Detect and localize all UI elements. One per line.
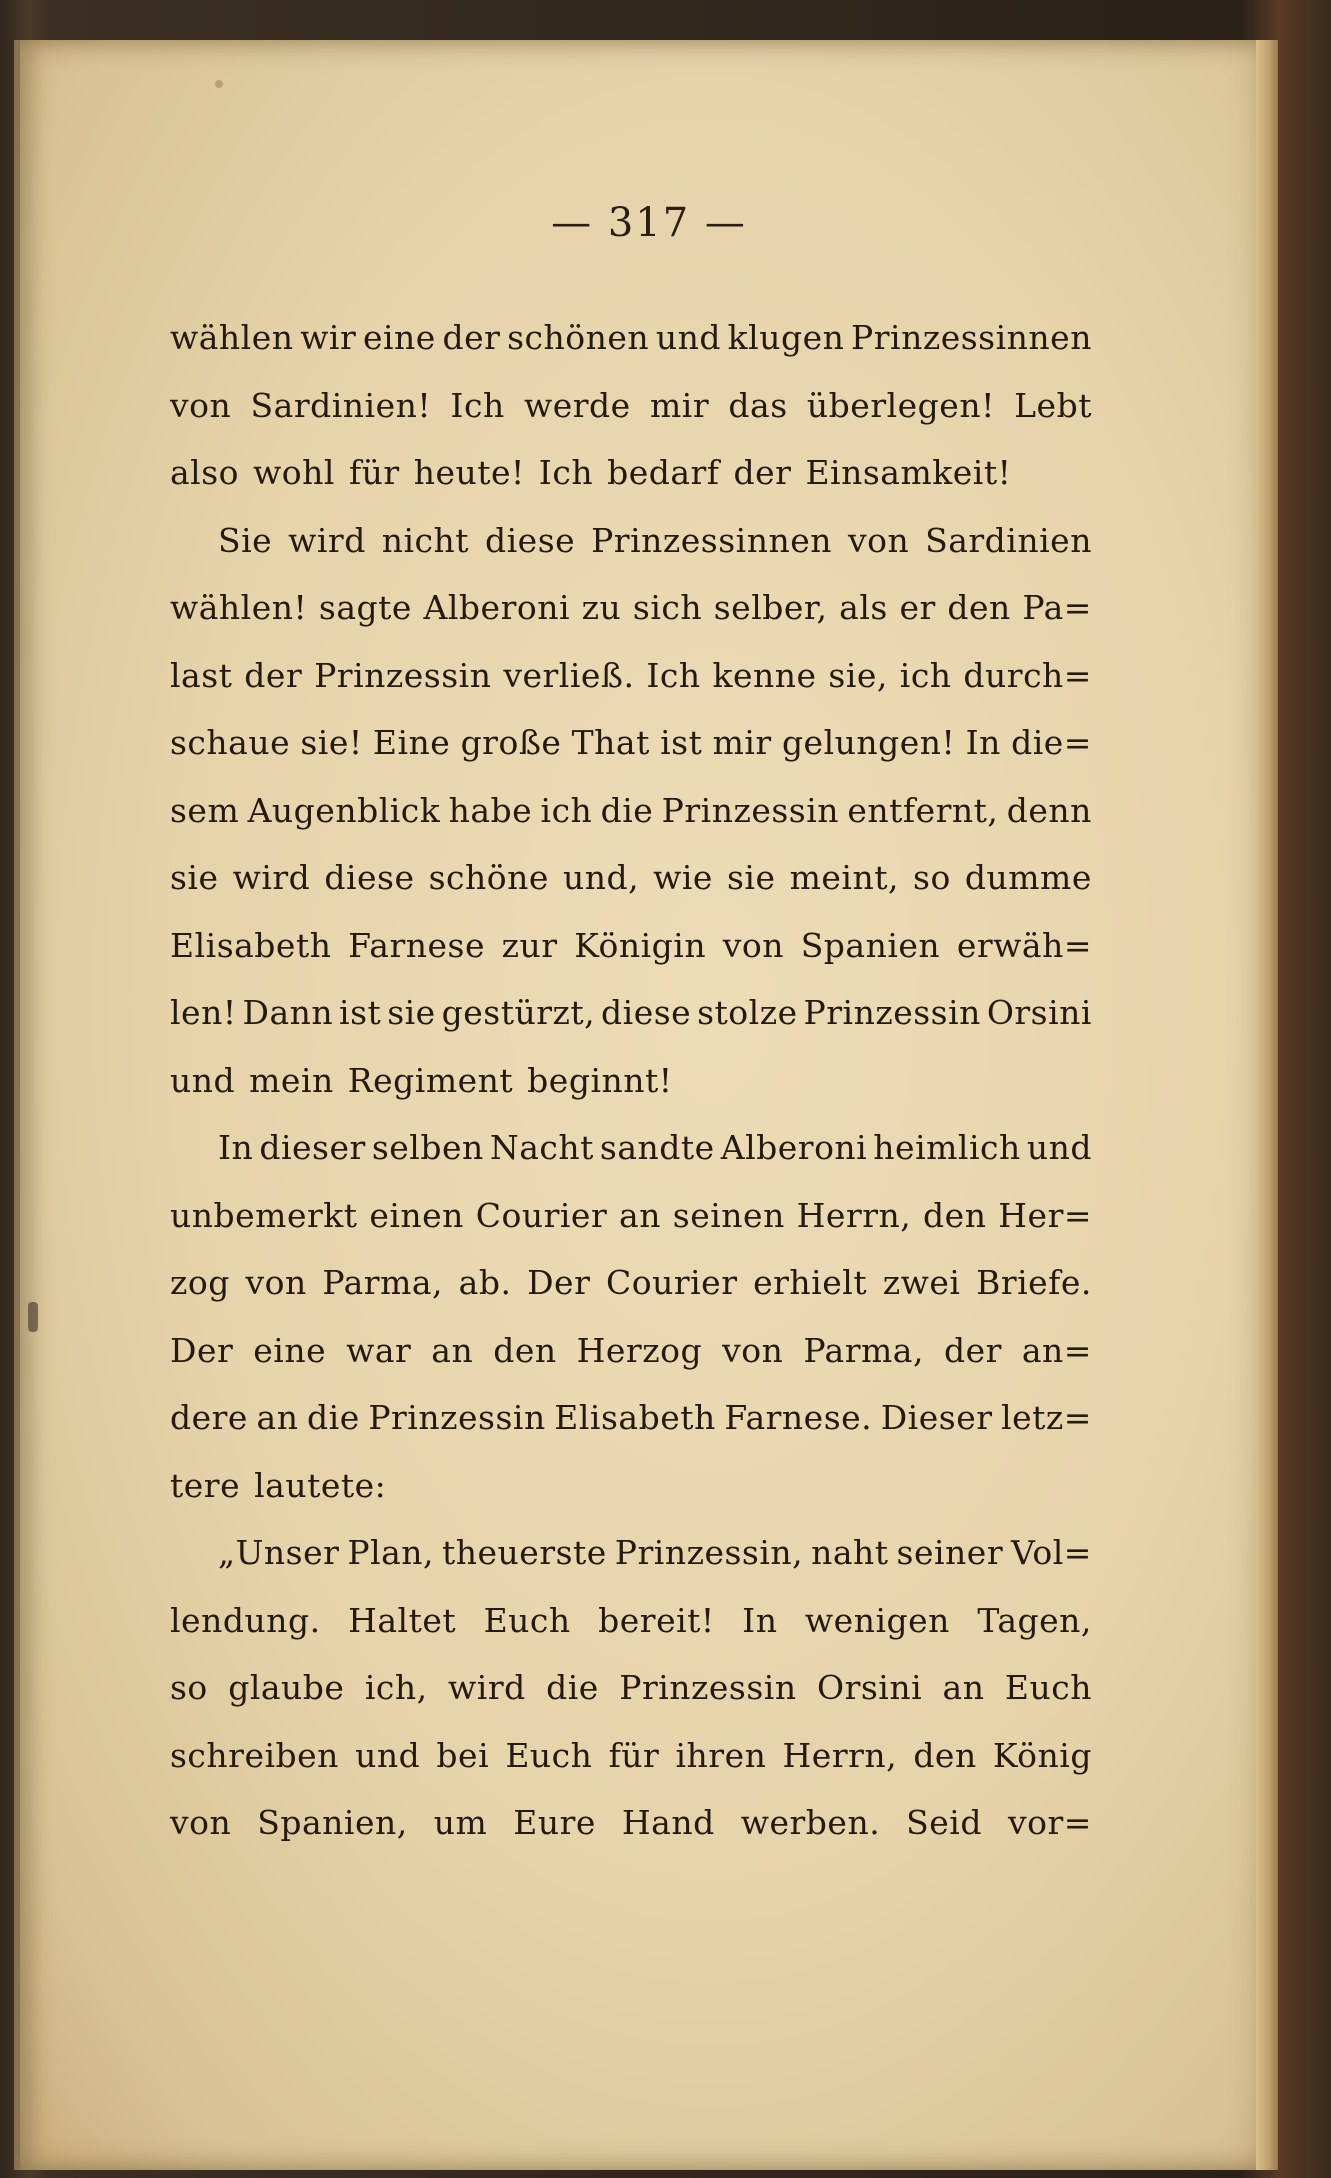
word: die= (1011, 723, 1092, 762)
word: Pa= (1022, 588, 1092, 627)
word: Courier (475, 1195, 608, 1235)
word: wählen (170, 318, 294, 357)
word: ab. (458, 1263, 512, 1302)
word: Her= (998, 1195, 1092, 1235)
word: schöne (428, 858, 549, 897)
word: Sie (218, 520, 273, 560)
word: werde (523, 385, 631, 425)
word: wir (300, 318, 357, 357)
text-line (170, 1114, 1092, 1182)
word: Orsini (817, 1668, 923, 1707)
word: Plan, (347, 1533, 435, 1572)
page-sheet (14, 40, 1278, 2170)
word: Prinzessin (661, 790, 840, 830)
word: schönen (507, 318, 650, 357)
word: ich, (364, 1668, 428, 1707)
word: Ich (450, 385, 505, 425)
word: entfernt, (847, 790, 999, 830)
word: unbemerkt (170, 1195, 358, 1235)
word: so (913, 858, 951, 897)
word: mir (712, 723, 772, 762)
word: heimlich (873, 1128, 1021, 1167)
word: wählen! (170, 588, 308, 627)
word: dieser (259, 1128, 366, 1167)
word: um (433, 1803, 488, 1842)
word: Ich (538, 453, 594, 492)
word: In (742, 1600, 778, 1640)
word: lendung. (170, 1600, 321, 1640)
word: der (244, 655, 303, 695)
word: Farnese (348, 925, 485, 965)
word: Hand (621, 1803, 715, 1842)
word: schreiben (170, 1735, 339, 1775)
word: Alberoni (720, 1128, 868, 1167)
word: der (442, 318, 501, 357)
word: ihren (675, 1735, 767, 1775)
text-line (170, 1587, 1092, 1655)
word: Augenblick (247, 790, 441, 830)
word: Eine (372, 723, 451, 762)
word: wird (448, 1668, 526, 1707)
word: sem (170, 790, 240, 830)
text-line (170, 1654, 1092, 1722)
word: klugen (727, 318, 845, 357)
word: Euch (483, 1600, 571, 1640)
word: von (722, 1330, 784, 1370)
word: nicht (381, 520, 470, 560)
word: Lebt (1014, 385, 1092, 425)
word: Dann (242, 993, 334, 1032)
word: denn (1006, 790, 1092, 830)
word: den (947, 588, 1011, 627)
word: Elisabeth (554, 1398, 716, 1437)
word: In (218, 1128, 254, 1167)
word: und (655, 318, 721, 357)
word: glaube (228, 1668, 345, 1707)
word: Ich (646, 655, 701, 695)
word: Der (170, 1330, 234, 1370)
word: verließ. (503, 655, 635, 695)
word: sie, (828, 655, 888, 695)
page-number: — 317 — (551, 200, 747, 246)
word: eine (253, 1330, 327, 1370)
word: Herrn, (796, 1195, 912, 1235)
word: erwäh= (956, 925, 1092, 965)
word: und (1026, 1128, 1092, 1167)
text-line (170, 1384, 1092, 1452)
word: sagte (318, 588, 412, 627)
word: einen (369, 1195, 464, 1235)
word: diese (601, 993, 692, 1032)
text-line (170, 709, 1092, 777)
paper-spot (215, 80, 223, 88)
word: dere (170, 1398, 248, 1437)
word: für (348, 453, 400, 492)
word: Haltet (348, 1600, 457, 1640)
word: selber, (713, 588, 828, 627)
word: naht (811, 1533, 889, 1572)
text-line (170, 1317, 1092, 1385)
word: sie! (300, 723, 363, 762)
word: Vol= (1011, 1533, 1092, 1572)
word: wird (232, 858, 311, 897)
text-line (170, 1452, 1092, 1520)
word: an= (1021, 1330, 1092, 1370)
word: schaue (170, 723, 291, 762)
word: Herzog (576, 1330, 703, 1370)
word: bei (436, 1735, 490, 1775)
word: durch= (963, 655, 1092, 695)
word: sich (632, 588, 703, 627)
text-line (170, 1047, 1092, 1115)
text-line (170, 507, 1092, 575)
word: lautete: (254, 1465, 387, 1505)
word: Prinzessinnen (591, 520, 833, 560)
word: habe (448, 790, 533, 830)
word: heute! (413, 453, 525, 492)
word: kenne (712, 655, 817, 695)
word: Euch (505, 1735, 593, 1775)
word: theuerste (442, 1533, 607, 1572)
text-line (170, 777, 1092, 845)
word: sie (387, 993, 436, 1032)
word: die (307, 1398, 360, 1437)
word: von (170, 385, 232, 425)
word: beginnt! (527, 1060, 673, 1100)
word: Sardinien (925, 520, 1092, 560)
word: seiner (896, 1533, 1004, 1572)
word: gelungen! (781, 723, 956, 762)
text-line (170, 1789, 1092, 1857)
word: bedarf (607, 453, 720, 492)
word: gestürzt, (441, 993, 596, 1032)
word: Prinzessin, (614, 1533, 804, 1572)
text-line (170, 574, 1092, 642)
word: diese (324, 858, 415, 897)
word: tere (170, 1465, 241, 1505)
word: Eure (513, 1803, 596, 1842)
text-line (170, 439, 1092, 507)
word: Alberoni (423, 588, 571, 627)
word: ist (660, 723, 703, 762)
text-line (170, 372, 1092, 440)
word: Einsamkeit! (805, 453, 1012, 492)
word: wie (653, 858, 713, 897)
word: war (346, 1330, 412, 1370)
word: und, (562, 858, 640, 897)
word: Nacht (489, 1128, 594, 1167)
word: wird (288, 520, 366, 560)
word: Prinzessin (619, 1668, 797, 1707)
word: der (733, 453, 792, 492)
word: Herrn, (782, 1735, 898, 1775)
word: In (965, 723, 1001, 762)
word: an (256, 1398, 299, 1437)
word: zu (581, 588, 622, 627)
word: len! (170, 993, 237, 1032)
word: bereit! (598, 1600, 715, 1640)
text-line (170, 1249, 1092, 1317)
text-line (170, 979, 1092, 1047)
word: Regiment (347, 1060, 514, 1100)
text-line (170, 1182, 1092, 1250)
word: Prinzessin (368, 1398, 546, 1437)
body-text (170, 304, 1092, 1857)
word: sandte (599, 1128, 715, 1167)
word: zwei (882, 1263, 961, 1302)
word: seinen (672, 1195, 785, 1235)
word: so (170, 1668, 208, 1707)
word: Königin (574, 925, 707, 965)
word: von (722, 925, 785, 965)
word: zog (170, 1263, 230, 1302)
word: That (571, 723, 650, 762)
text-line (170, 1519, 1092, 1587)
word: erhielt (753, 1263, 868, 1302)
word: überlegen! (806, 385, 995, 425)
word: Briefe. (976, 1263, 1092, 1302)
word: sie (170, 858, 219, 897)
word: Parma, (322, 1263, 444, 1302)
binding-mark (28, 1302, 38, 1332)
word: Spanien (800, 925, 941, 965)
word: last (170, 655, 233, 695)
word: den (923, 1195, 987, 1235)
word: das (728, 385, 788, 425)
word: von (847, 520, 910, 560)
word: sie (727, 858, 776, 897)
word: von (170, 1803, 232, 1842)
word: Sardinien! (250, 385, 432, 425)
word: dumme (964, 858, 1092, 897)
text-line (170, 844, 1092, 912)
word: Prinzessin (803, 993, 981, 1032)
word: ich (899, 655, 952, 695)
word: Elisabeth (170, 925, 332, 965)
page-edge (1256, 40, 1278, 2170)
word: von (245, 1263, 307, 1302)
word: den (493, 1330, 557, 1370)
word: an (431, 1330, 474, 1370)
word: ich (540, 790, 593, 830)
word: Prinzessin (314, 655, 492, 695)
word: „Unser (218, 1533, 340, 1572)
word: die (600, 790, 654, 830)
word: wohl (253, 453, 335, 492)
word: zur (501, 925, 558, 965)
word: eine (362, 318, 436, 357)
text-line (170, 912, 1092, 980)
word: und (170, 1060, 236, 1100)
word: wenigen (804, 1600, 950, 1640)
text-line (170, 304, 1092, 372)
word: die (546, 1668, 599, 1707)
text-line (170, 642, 1092, 710)
word: stolze (697, 993, 798, 1032)
word: er (899, 588, 936, 627)
text-line (170, 1722, 1092, 1790)
word: Tagen, (977, 1600, 1092, 1640)
word: Dieser (880, 1398, 993, 1437)
word: für (608, 1735, 660, 1775)
word: Euch (1004, 1668, 1092, 1707)
word: Der (527, 1263, 591, 1302)
word: Parma, (803, 1330, 924, 1370)
word: mein (249, 1060, 334, 1100)
word: Courier (605, 1263, 738, 1302)
word: Spanien, (257, 1803, 408, 1842)
word: als (839, 588, 888, 627)
word: diese (484, 520, 576, 560)
word: an (942, 1668, 985, 1707)
word: der (943, 1330, 1002, 1370)
word: meint, (789, 858, 899, 897)
word: also (170, 453, 240, 492)
word: letz= (1001, 1398, 1092, 1437)
word: den (913, 1735, 977, 1775)
word: Orsini (986, 993, 1092, 1032)
word: vor= (1007, 1803, 1092, 1842)
word: selben (371, 1128, 484, 1167)
word: König (992, 1735, 1092, 1775)
word: Prinzessinnen (851, 318, 1092, 357)
word: mir (649, 385, 710, 425)
word: werben. (740, 1803, 881, 1842)
word: und (355, 1735, 421, 1775)
word: an (619, 1195, 661, 1235)
word: ist (339, 993, 382, 1032)
word: große (460, 723, 562, 762)
word: Farnese. (724, 1398, 873, 1437)
word: Seid (906, 1803, 982, 1842)
